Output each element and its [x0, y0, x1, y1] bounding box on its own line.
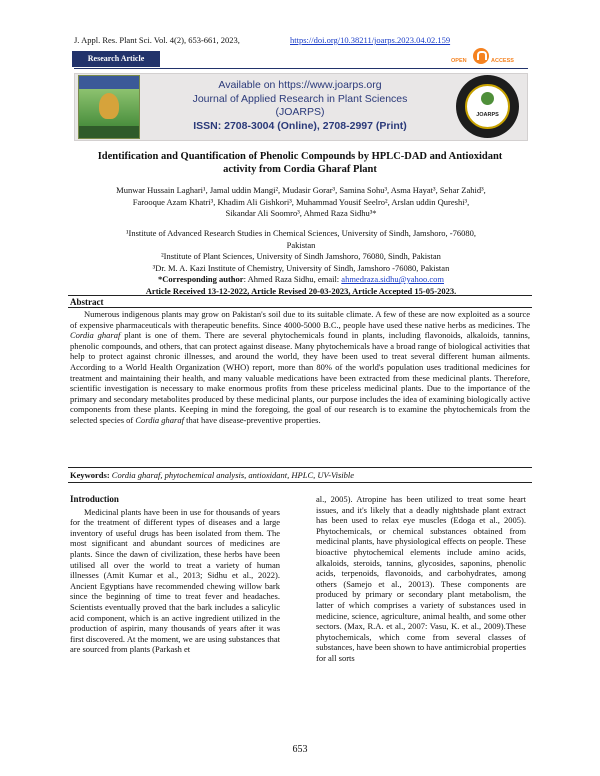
- abstract-heading: Abstract: [70, 297, 104, 307]
- author-line: Sikandar Ali Soomro³, Ahmed Raza Sidhu³*: [225, 208, 377, 218]
- article-dates: Article Received 13-12-2022, Article Revised 20-03-2023, Article Accepted 15-05-2023.: [145, 285, 457, 296]
- open-access-right: ACCESS: [491, 58, 514, 64]
- open-access-logo: [451, 48, 514, 70]
- header-divider: [74, 68, 528, 69]
- banner-journal-name: Journal of Applied Research in Plant Sciences: [192, 92, 408, 105]
- open-access-lock-icon: [473, 48, 489, 64]
- corresponding-email-link[interactable]: ahmedraza.sidhu@yahoo.com: [341, 274, 445, 284]
- abstract-text: [70, 309, 530, 426]
- keywords: [70, 470, 354, 480]
- affiliations: [78, 228, 524, 297]
- banner-text: [150, 79, 450, 133]
- divider: [68, 482, 532, 483]
- corresponding-text: : Ahmed Raza Sidhu, email:: [243, 274, 342, 284]
- page-number: 653: [292, 744, 308, 755]
- banner-abbrev: (JOARPS): [275, 106, 325, 118]
- keywords-text: Cordia gharaf, phytochemical analysis, antioxidant, HPLC, UV-Visible: [111, 470, 355, 480]
- abstract-part: Numerous indigenous plants may grow on Pakistan's soil due to its suitable climate. A few of these are now exploited as a source of expensive pharmaceuticals with therapeutic benefits. Since 4000-5000 B.C., people have used these native herbs as medicines. The: [70, 309, 530, 330]
- journal-reference: J. Appl. Res. Plant Sci. Vol. 4(2), 653-661, 2023,: [74, 35, 240, 45]
- paper-title: Identification and Quantification of Phenolic Compounds by HPLC-DAD and Antioxidant activity from Cordia Gharaf Plant: [97, 151, 503, 175]
- doi-link[interactable]: https://doi.org/10.38211/joarps.2023.04.02.159: [290, 35, 451, 45]
- journal-seal-logo: [456, 75, 519, 138]
- corresponding-author: [78, 274, 524, 286]
- abstract-part: plant is one of them. There are several phytochemicals found in plants, including flavonoids, alkaloids, tannins, phenolic compounds, and others, that can protect against disease. Many phytochemicals have a broad range of biological activities that help to protect against chronic illnesses, and around the world, they have been used to treat several different human ailments. According to a World Health Organization (WHO) report, more than 80% of the world's population uses traditional medicines for treatment and maintaining their health, and many valuable medications have been extracted from these medicinal plants. Therefore, scientific investigation is necessary to make enormous profits from these priceless medicinal plants. Due to the importance of the primary and secondary metabolites produced by these medicinal plants, our purpose includes the idea of examining biologically active components from these plants. Keeping in mind the foregoing, the goal of our research is to examine the phytochemicals from the selected species of: [70, 330, 530, 425]
- affiliation-2: ²Institute of Plant Sciences, University of Sindh Jamshoro, 76080, Sindh, Pakistan: [161, 251, 441, 261]
- introduction-heading: Introduction: [70, 494, 119, 504]
- banner-availability: Available on https://www.joarps.org: [218, 79, 382, 91]
- keywords-label: Keywords:: [70, 470, 110, 480]
- divider: [68, 295, 532, 296]
- corresponding-label: *Corresponding author: [157, 274, 244, 284]
- divider: [68, 467, 532, 468]
- open-access-left: OPEN: [451, 58, 467, 64]
- introduction-paragraph: Medicinal plants have been in use for thousands of years for the treatment of different types of diseases and a large inventory of useful drugs has been isolated from them. The most significant and abundant sources of medicines are plants. Since the dawn of civilization, these herbs have been utilised all over the world to treat a variety of human illnesses (Amit Kumar et al., 2013; Sidhu et al., 2022). Ancient Egyptians have recommended chewing willow bark since the beginning of time to treat fever and headaches. Scientists eventually proved that the bark includes a salicylic acid component, which is an active ingredient utilized in the production of aspirin, many thousands of years after it was first discovered. At the moment, we are using substances that are sourced from plants (Parkash et: [70, 506, 280, 655]
- body-column-right: [316, 494, 526, 664]
- seal-text: JOARPS: [476, 112, 499, 118]
- author-line: Munwar Hussain Laghari¹, Jamal uddin Mangi², Mudasir Gorar³, Samina Sohu³, Asma Hayat³, Sehar Zahid³,: [116, 185, 486, 195]
- affiliation-1: ¹Institute of Advanced Research Studies in Chemical Sciences, University of Sindh, Jamshoro, -76080,: [125, 228, 477, 238]
- affiliation-3: ³Dr. M. A. Kazi Institute of Chemistry, University of Sindh, Jamshoro -76080, Pakistan: [152, 262, 450, 273]
- author-list: [78, 185, 524, 220]
- journal-cover-image: [78, 75, 140, 139]
- article-type-badge: Research Article: [72, 51, 160, 67]
- banner-issn: ISSN: 2708-3004 (Online), 2708-2997 (Print): [193, 119, 407, 132]
- author-line: Farooque Azam Khatri³, Khadim Ali Gishkori³, Muhammad Yousif Seelro², Arslan uddin Qureshi³,: [132, 196, 470, 207]
- body-column-left: [70, 494, 280, 655]
- abstract-part: that have disease-preventive properties.: [183, 414, 321, 425]
- introduction-paragraph-cont: al., 2005). Atropine has been utilized to treat some heart issues, and it's likely that a deadly nightshade plant extract has been used to relax eye muscles (Edoga et al., 2005). Phytochemicals, or chemical substances obtained from medicinal plants, have physiological effects on people. These bioactive phytochemical elements include amino acids, alkaloids, steroids, tannins, glycosides, saponins, phenolic acids, terpenoids, flavonoids, and carbohydrates, among others (Samejo et al., 20013). These components are produced by primary or secondary plant metabolism, the latter of which comprises a variety of substances used in medicine, science, agriculture, animal health, and some other sectors. (Max, R.A. et al., 2007: Vasu, K. et al., 2009).These phytochemicals, which come from several classes of substances, have been shown to have antimicrobial properties for all sorts: [316, 494, 526, 663]
- species-name: Cordia gharaf: [135, 414, 184, 425]
- affiliation-1-cont: Pakistan: [286, 239, 316, 250]
- divider: [68, 307, 532, 308]
- species-name: Cordia gharaf: [70, 330, 121, 341]
